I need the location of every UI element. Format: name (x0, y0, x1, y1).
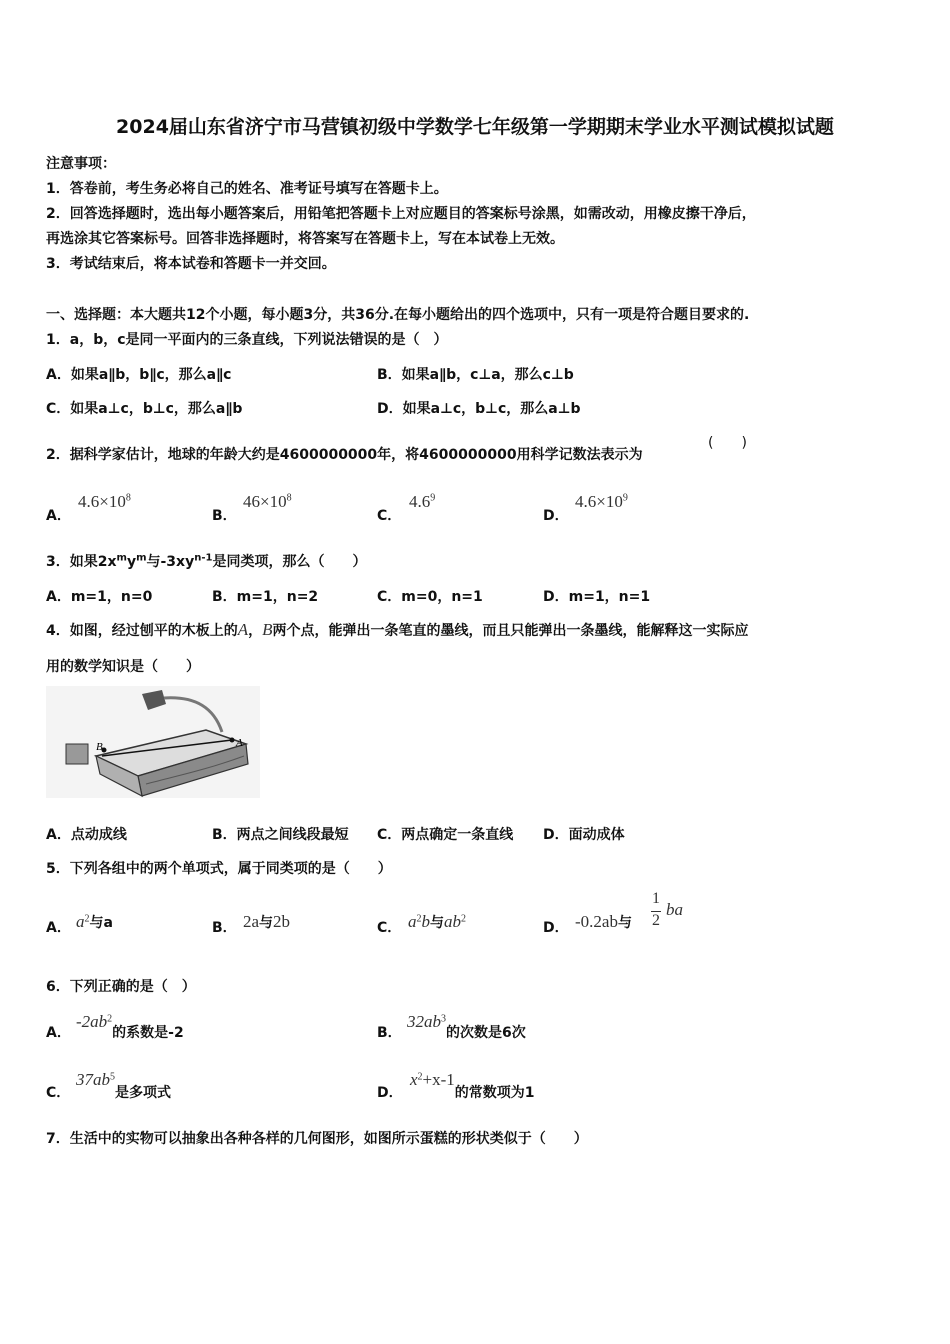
q5-c-term-1: a (408, 912, 417, 931)
q6-c-exp: 5 (110, 1071, 115, 1083)
q3-stem-b: y (126, 554, 137, 570)
q2-d-exp: 9 (622, 492, 628, 504)
q6-label-c: C． (46, 1085, 71, 1101)
q6-a-text: 的系数是-2 (112, 1025, 184, 1041)
q2-d-base: 4.6×10 (575, 492, 623, 511)
q3-sup-3: n-1 (194, 552, 213, 564)
q5-c-term-1b: b (421, 912, 430, 931)
q5-label-b: B． (212, 920, 237, 936)
q5-d-conn: 与 (617, 915, 632, 931)
q6-c-text: 是多项式 (115, 1085, 171, 1101)
q5-a-term: a (76, 912, 85, 931)
q4-plank-figure (46, 686, 260, 798)
q6-b-exp: 3 (441, 1013, 446, 1025)
q5-b-term-2: 2b (273, 912, 291, 931)
q5-a-exp: 2 (84, 913, 90, 925)
q6-label-a: A． (46, 1025, 71, 1041)
q2-label-a: A． (46, 508, 71, 524)
q4-stem-line-1 (46, 620, 749, 640)
q2-c-exp: 9 (430, 492, 436, 504)
q1-option-d: D．如果a⊥c，b⊥c，那么a⊥b (377, 401, 581, 417)
q6-d-expr-b: +x-1 (422, 1070, 455, 1089)
q5-d-denominator: 2 (652, 912, 660, 929)
q5-b-term-1: 2a (243, 912, 260, 931)
q2-label-c: C． (377, 508, 402, 524)
q3-sup-2: m (136, 552, 147, 564)
q6-option-c (76, 1070, 171, 1101)
q4-option-c: C．两点确定一条直线 (377, 827, 514, 843)
q2-a-exp: 8 (125, 492, 131, 504)
q3-option-a: A．m=1，n=0 (46, 589, 153, 605)
q5-option-b (243, 912, 290, 932)
q2-option-b (243, 492, 292, 512)
point-a-mark (230, 738, 235, 743)
q3-option-d: D．m=1，n=1 (543, 589, 651, 605)
q5-c-conn: 与 (430, 915, 444, 931)
q3-stem-a: 3．如果2x (46, 554, 117, 570)
ink-pot (66, 744, 88, 764)
q6-c-expr: 37ab (76, 1070, 110, 1089)
q1-option-b: B．如果a∥b，c⊥a，那么c⊥b (377, 367, 574, 383)
q2-c-base: 4.6 (409, 492, 431, 511)
q6-b-text: 的次数是6次 (446, 1025, 526, 1041)
figure-label-a: A (236, 737, 243, 749)
q6-option-b (407, 1012, 526, 1041)
q6-label-b: B． (377, 1025, 402, 1041)
section-heading: 一、选择题：本大题共12个小题，每小题3分，共36分.在每小题给出的四个选项中，只有一项是符合题目要求的. (46, 307, 750, 323)
notice-item-1: 1．答卷前，考生务必将自己的姓名、准考证号填写在答题卡上。 (46, 181, 448, 197)
q3-stem (46, 551, 366, 571)
q5-d-term-1: -0.2ab (575, 912, 618, 931)
q6-stem: 6．下列正确的是（ ） (46, 979, 196, 995)
q4-option-a: A．点动成线 (46, 827, 127, 843)
q6-a-expr: -2ab (76, 1012, 108, 1031)
q2-stem: 2．据科学家估计，地球的年龄大约是4600000000年，将4600000000用科学记数法表示为 (46, 447, 643, 463)
q2-label-d: D． (543, 508, 569, 524)
q6-d-text: 的常数项为1 (454, 1085, 535, 1101)
q5-label-d: D． (543, 920, 569, 936)
q4-point-b: B (262, 620, 273, 639)
q5-label-c: C． (377, 920, 402, 936)
q4-stem-line-2: 用的数学知识是（ ） (46, 659, 200, 675)
q5-c-exp-2: 2 (461, 913, 466, 925)
q2-option-a (78, 492, 131, 512)
q5-stem: 5．下列各组中的两个单项式，属于同类项的是（ ） (46, 861, 392, 877)
q6-option-d (410, 1070, 535, 1101)
q4-option-d: D．面动成体 (543, 827, 625, 843)
notice-item-3: 3．考试结束后，将本试卷和答题卡一并交回。 (46, 256, 336, 272)
q2-a-base: 4.6×10 (78, 492, 126, 511)
q6-a-exp: 2 (107, 1013, 113, 1025)
q5-label-a: A． (46, 920, 71, 936)
q2-answer-paren: ( ) (708, 435, 747, 451)
q5-d-numerator: 1 (652, 890, 660, 907)
q5-option-c (408, 912, 466, 932)
q4-line1-a: 4．如图，经过刨平的木板上的 (46, 623, 238, 639)
q4-line1-b: 两个点，能弹出一条笔直的墨线，而且只能弹出一条墨线，能解释这一实际应 (272, 623, 749, 639)
q4-option-b: B．两点之间线段最短 (212, 827, 349, 843)
q6-option-a (76, 1012, 184, 1041)
q3-option-b: B．m=1，n=2 (212, 589, 319, 605)
q2-label-b: B． (212, 508, 237, 524)
q6-label-d: D． (377, 1085, 403, 1101)
q5-option-d (575, 912, 632, 932)
q3-sup-1: m (116, 552, 127, 564)
notice-item-2-cont: 再选涂其它答案标号。回答非选择题时，将答案写在答题卡上，写在本试卷上无效。 (46, 231, 564, 247)
q5-c-term-2: ab (444, 912, 461, 931)
q6-d-expr-a: x (410, 1070, 418, 1089)
notice-heading: 注意事项： (46, 156, 116, 172)
q6-b-expr: 32ab (407, 1012, 441, 1031)
q5-a-conn: 与a (89, 915, 113, 931)
q5-option-a (76, 912, 113, 932)
q2-option-c (409, 492, 435, 512)
q6-d-exp: 2 (417, 1071, 423, 1083)
q5-b-conn: 与 (259, 915, 274, 931)
q7-stem: 7．生活中的实物可以抽象出各种各样的几何图形，如图所示蛋糕的形状类似于（ ） (46, 1131, 588, 1147)
q2-b-exp: 8 (286, 492, 292, 504)
q4-point-a: A (237, 620, 249, 639)
q3-stem-d: 是同类项，那么（ ） (212, 554, 367, 570)
q1-option-a: A．如果a∥b，b∥c，那么a∥c (46, 367, 232, 383)
q4-sep: ， (248, 623, 263, 639)
figure-label-b: B (96, 741, 103, 753)
q1-option-c: C．如果a⊥c，b⊥c，那么a∥b (46, 401, 243, 417)
q5-c-exp-1: 2 (416, 913, 422, 925)
page-title: 2024届山东省济宁市马营镇初级中学数学七年级第一学期期末学业水平测试模拟试题 (116, 116, 834, 138)
q3-option-c: C．m=0，n=1 (377, 589, 483, 605)
q2-option-d (575, 492, 628, 512)
q1-stem: 1．a，b，c是同一平面内的三条直线，下列说法错误的是（ ） (46, 332, 448, 348)
notice-item-2: 2．回答选择题时，选出每小题答案后，用铅笔把答题卡上对应题目的答案标号涂黑，如需改动，用橡皮擦干净后， (46, 206, 756, 222)
q5-d-term-2: ba (666, 900, 683, 919)
q2-b-base: 46×10 (243, 492, 287, 511)
q3-stem-c: 与-3xy (146, 554, 195, 570)
